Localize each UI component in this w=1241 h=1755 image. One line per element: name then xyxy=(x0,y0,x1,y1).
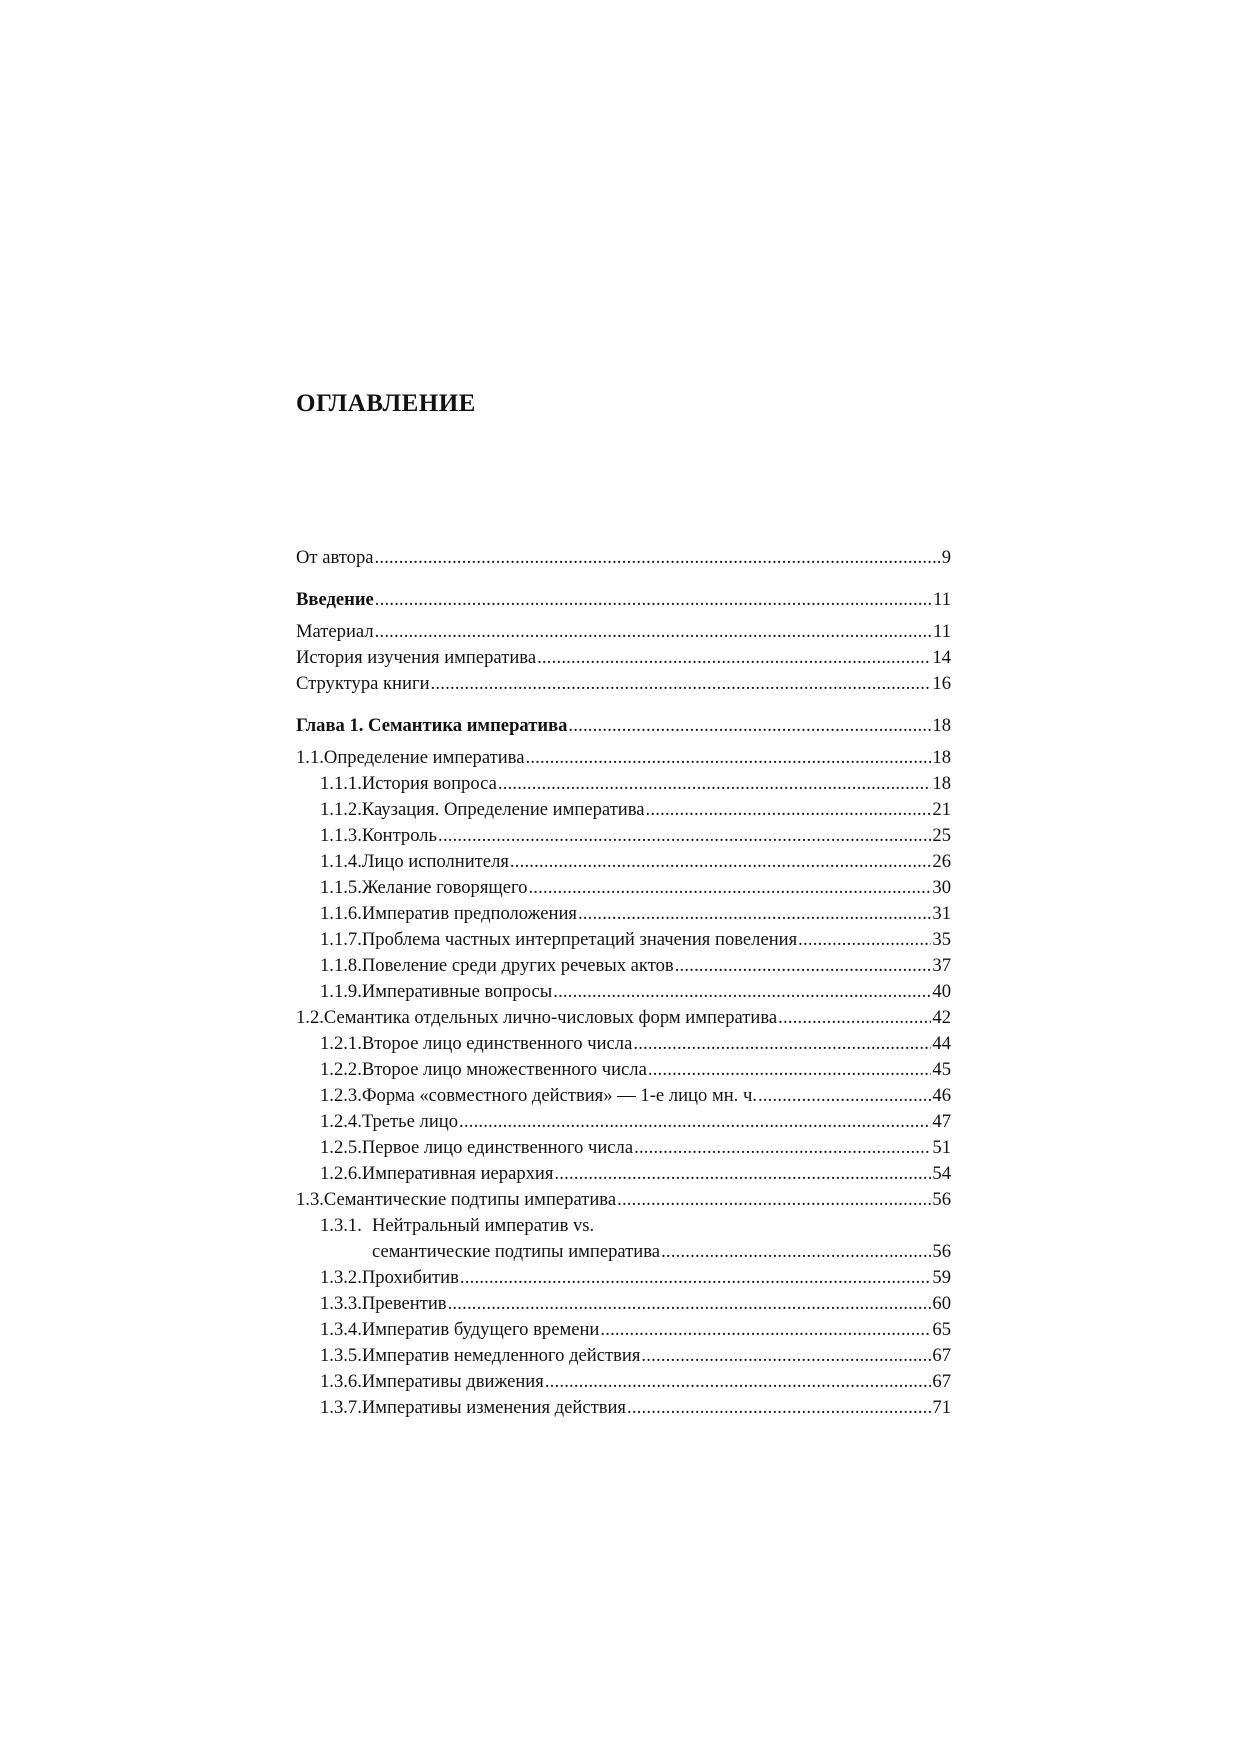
toc-entry-label: Лицо исполнителя xyxy=(361,851,509,872)
toc-entry[interactable] xyxy=(296,849,951,875)
toc-entry-label: Императивы изменения действия xyxy=(361,1397,626,1418)
toc-entry[interactable] xyxy=(296,1005,951,1031)
toc-entry[interactable] xyxy=(296,1031,951,1057)
toc-dot-leader xyxy=(627,1395,931,1421)
toc-entry-number: 1.3.2. xyxy=(320,1267,362,1288)
toc-entry-label: Желание говорящего xyxy=(361,877,528,898)
toc-dot-leader xyxy=(448,1291,932,1317)
toc-entry-number: 1.1.2. xyxy=(320,799,362,820)
toc-dot-leader xyxy=(375,587,932,613)
toc-entry[interactable] xyxy=(296,771,951,797)
toc-dot-leader xyxy=(545,1369,932,1395)
toc-entry-page-number: 35 xyxy=(932,929,951,950)
toc-entry-label: Императивная иерархия xyxy=(361,1163,554,1184)
toc-dot-leader xyxy=(438,823,931,849)
toc-entry-page-number: 18 xyxy=(932,747,951,768)
toc-dot-leader xyxy=(460,1265,931,1291)
toc-entry-label: Второе лицо множественного числа xyxy=(361,1059,647,1080)
toc-entry[interactable] xyxy=(296,979,951,1005)
toc-entry[interactable] xyxy=(296,1317,951,1343)
toc-entry-page-number: 11 xyxy=(933,589,951,610)
toc-entry-page-number: 31 xyxy=(932,903,951,924)
toc-entry-label: От автора xyxy=(296,547,374,568)
toc-entry-number: 1.1.9. xyxy=(320,981,362,1002)
toc-dot-leader xyxy=(633,1031,931,1057)
toc-entry-label: Семантические подтипы императива xyxy=(323,1189,617,1210)
toc-entry-page-number: 18 xyxy=(932,773,951,794)
toc-dot-leader xyxy=(537,645,931,671)
toc-entry-label: Каузация. Определение императива xyxy=(361,799,645,820)
toc-entry-page-number: 11 xyxy=(933,621,951,642)
toc-entry-page-number: 44 xyxy=(932,1033,951,1054)
toc-entry-label: Прохибитив xyxy=(361,1267,459,1288)
toc-dot-leader xyxy=(510,849,932,875)
toc-entry[interactable] xyxy=(296,545,951,571)
toc-entry[interactable] xyxy=(296,823,951,849)
toc-entry-label: Семантика отдельных лично-числовых форм императива xyxy=(323,1007,778,1028)
toc-entry[interactable] xyxy=(296,1343,951,1369)
toc-entry-number: 1.1. xyxy=(296,747,324,768)
toc-dot-leader xyxy=(375,545,941,571)
toc-entry[interactable] xyxy=(296,927,951,953)
toc-entry-page-number: 21 xyxy=(932,799,951,820)
toc-dot-leader xyxy=(578,901,931,927)
toc-entry[interactable] xyxy=(296,1369,951,1395)
toc-entry-page-number: 56 xyxy=(932,1241,951,1262)
toc-dot-leader xyxy=(661,1239,931,1265)
toc-entry-number: 1.1.6. xyxy=(320,903,362,924)
toc-entry-label: Императивные вопросы xyxy=(361,981,553,1002)
toc-entry-number: 1.2.5. xyxy=(320,1137,362,1158)
toc-entry-number: 1.3.6. xyxy=(320,1371,362,1392)
toc-entry-number: 1.2. xyxy=(296,1007,324,1028)
toc-entry-number: 1.3.7. xyxy=(320,1397,362,1418)
toc-entry-page-number: 67 xyxy=(932,1345,951,1366)
page-title: ОГЛАВЛЕНИЕ xyxy=(296,390,476,417)
toc-dot-leader xyxy=(568,713,931,739)
toc-entry[interactable] xyxy=(296,745,951,771)
toc-entry-number: 1.3.3. xyxy=(320,1293,362,1314)
toc-entry-page-number: 16 xyxy=(932,673,951,694)
toc-entry-number: 1.2.1. xyxy=(320,1033,362,1054)
toc-entry[interactable] xyxy=(296,1109,951,1135)
toc-entry[interactable] xyxy=(296,1213,951,1239)
toc-entry[interactable] xyxy=(296,901,951,927)
toc-entry-label: Третье лицо xyxy=(361,1111,459,1132)
toc-entry-number: 1.3.5. xyxy=(320,1345,362,1366)
toc-entry-page-number: 54 xyxy=(932,1163,951,1184)
toc-entry-page-number: 25 xyxy=(932,825,951,846)
toc-entry[interactable] xyxy=(296,875,951,901)
toc-entry-label: Императивы движения xyxy=(361,1371,544,1392)
toc-dot-leader xyxy=(758,1083,931,1109)
toc-entry-label: Нейтральный императив vs. xyxy=(372,1215,595,1236)
toc-dot-leader xyxy=(525,745,931,771)
toc-entry-page-number: 42 xyxy=(932,1007,951,1028)
toc-entry[interactable] xyxy=(296,619,951,645)
toc-entry[interactable] xyxy=(296,1395,951,1421)
toc-entry-label: Проблема частных интерпретаций значения повеления xyxy=(361,929,798,950)
toc-entry[interactable] xyxy=(296,1291,951,1317)
toc-entry-label: Глава 1. Семантика императива xyxy=(296,715,568,736)
toc-entry-label: Императив немедленного действия xyxy=(361,1345,641,1366)
toc-entry-number: 1.1.7. xyxy=(320,929,362,950)
toc-entry-page-number: 18 xyxy=(932,715,951,736)
toc-entry-page-number: 47 xyxy=(932,1111,951,1132)
toc-dot-leader xyxy=(675,953,932,979)
toc-entry-number: 1.3. xyxy=(296,1189,324,1210)
toc-entry-number: 1.2.4. xyxy=(320,1111,362,1132)
toc-dot-leader xyxy=(641,1343,931,1369)
toc-entry[interactable] xyxy=(296,1135,951,1161)
toc-entry[interactable] xyxy=(296,713,951,739)
toc-entry-number: 1.1.5. xyxy=(320,877,362,898)
toc-entry-page-number: 59 xyxy=(932,1267,951,1288)
toc-dot-leader xyxy=(553,979,931,1005)
toc-entry-label: История изучения императива xyxy=(296,647,537,668)
toc-dot-leader xyxy=(634,1135,931,1161)
toc-entry-page-number: 26 xyxy=(932,851,951,872)
toc-entry-label: Контроль xyxy=(361,825,438,846)
toc-entry-label: Второе лицо единственного числа xyxy=(361,1033,633,1054)
toc-entry-number: 1.3.4. xyxy=(320,1319,362,1340)
toc-dot-leader xyxy=(375,619,932,645)
toc-entry-label: Материал xyxy=(296,621,374,642)
toc-dot-leader xyxy=(431,671,932,697)
toc-entry-number: 1.3.1. xyxy=(320,1215,362,1236)
toc-dot-leader xyxy=(798,927,931,953)
toc-entry-number: 1.2.6. xyxy=(320,1163,362,1184)
toc-entry-label: Введение xyxy=(296,589,374,610)
toc-entry[interactable] xyxy=(296,671,951,697)
toc-dot-leader xyxy=(459,1109,931,1135)
toc-entry-page-number: 37 xyxy=(932,955,951,976)
toc-entry[interactable] xyxy=(296,1239,951,1265)
toc-entry-page-number: 51 xyxy=(932,1137,951,1158)
toc-entry-label: Первое лицо единственного числа xyxy=(361,1137,634,1158)
toc-entry-label: Повеление среди других речевых актов xyxy=(361,955,674,976)
toc-entry-number: 1.1.4. xyxy=(320,851,362,872)
toc-entry[interactable] xyxy=(296,1057,951,1083)
toc-entry[interactable] xyxy=(296,1265,951,1291)
toc-dot-leader xyxy=(498,771,932,797)
toc-entry[interactable] xyxy=(296,1161,951,1187)
toc-entry-page-number: 45 xyxy=(932,1059,951,1080)
toc-entry-page-number: 30 xyxy=(932,877,951,898)
toc-entry-label: История вопроса xyxy=(361,773,497,794)
toc-entry-page-number: 9 xyxy=(941,547,951,568)
toc-dot-leader xyxy=(600,1317,931,1343)
toc-entry[interactable] xyxy=(296,1083,951,1109)
toc-entry-number: 1.2.3. xyxy=(320,1085,362,1106)
toc-entry-page-number: 40 xyxy=(932,981,951,1002)
toc-dot-leader xyxy=(778,1005,931,1031)
toc-entry-number: 1.1.3. xyxy=(320,825,362,846)
toc-entry-label: Форма «совместного действия» — 1-е лицо мн. ч. xyxy=(361,1085,757,1106)
toc-entry-number: 1.1.8. xyxy=(320,955,362,976)
toc-entry-number: 1.2.2. xyxy=(320,1059,362,1080)
toc-dot-leader xyxy=(646,797,932,823)
toc-entry-page-number: 67 xyxy=(932,1371,951,1392)
toc-entry-page-number: 14 xyxy=(932,647,951,668)
toc-entry[interactable] xyxy=(296,953,951,979)
toc-dot-leader xyxy=(648,1057,932,1083)
toc-entry-number: 1.1.1. xyxy=(320,773,362,794)
toc-entry[interactable] xyxy=(296,587,951,613)
toc-entry-page-number: 46 xyxy=(932,1085,951,1106)
toc-entry-label: Определение императива xyxy=(323,747,525,768)
toc-entry-label: Превентив xyxy=(361,1293,447,1314)
toc-entry[interactable] xyxy=(296,1187,951,1213)
toc-entry-label: Структура книги xyxy=(296,673,430,694)
toc-entry-page-number: 60 xyxy=(932,1293,951,1314)
toc-entry-label: Императив предположения xyxy=(361,903,577,924)
toc-entry-label: Императив будущего времени xyxy=(361,1319,600,1340)
toc-entry-page-number: 56 xyxy=(932,1189,951,1210)
toc-entry-page-number: 71 xyxy=(932,1397,951,1418)
table-of-contents xyxy=(296,545,951,1421)
toc-dot-leader xyxy=(554,1161,931,1187)
toc-dot-leader xyxy=(528,875,931,901)
toc-entry[interactable] xyxy=(296,797,951,823)
toc-entry-page-number: 65 xyxy=(932,1319,951,1340)
toc-entry-label: семантические подтипы императива xyxy=(372,1241,661,1262)
toc-dot-leader xyxy=(617,1187,931,1213)
toc-entry[interactable] xyxy=(296,645,951,671)
